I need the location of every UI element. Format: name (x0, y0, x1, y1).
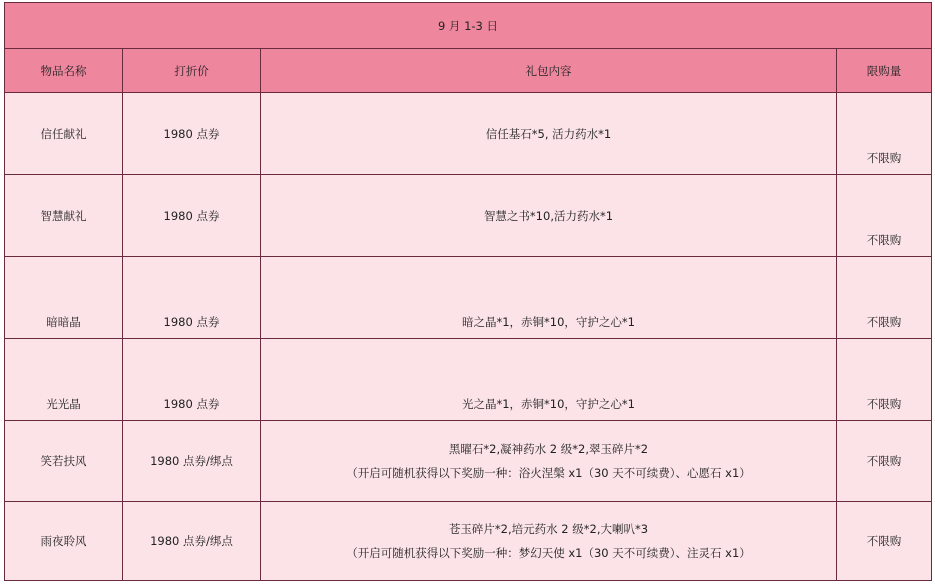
row-divider (5, 48, 931, 49)
row-divider (5, 92, 931, 93)
table-row-price: 1980 点券/绑点 (150, 454, 233, 468)
table-row-limit: 不限购 (866, 454, 902, 468)
schedule-table (4, 2, 932, 581)
row-divider (5, 256, 931, 257)
column-divider (122, 49, 123, 580)
table-row-price: 1980 点券/绑点 (150, 534, 233, 548)
table-row-limit: 不限购 (866, 315, 902, 329)
row-divider (5, 420, 931, 421)
table-row-name: 笑若扶风 (40, 454, 87, 468)
table-row-name: 信任献礼 (40, 126, 87, 141)
header-discount-price: 打折价 (123, 49, 260, 92)
header-package-content: 礼包内容 (261, 49, 836, 92)
table-row-price: 1980 点券 (163, 315, 220, 329)
column-divider (260, 49, 261, 580)
table-row-price: 1980 点券 (163, 208, 220, 223)
table-row-limit: 不限购 (866, 397, 902, 411)
table-row-limit: 不限购 (866, 534, 902, 548)
table-row-price: 1980 点券 (163, 397, 220, 411)
table-row-content: 信任基石*5, 活力药水*1 (485, 126, 612, 141)
table-row-content-note: （开启可随机获得以下奖励一种：浴火涅槃 x1（30 天不可续费）、心愿石 x1） (346, 466, 751, 480)
table-row-name: 雨夜聆风 (40, 534, 87, 548)
table-row-content-note: （开启可随机获得以下奖励一种：梦幻天使 x1（30 天不可续费）、注灵石 x1） (346, 546, 751, 560)
table-row-content: 智慧之书*10,活力药水*1 (483, 208, 614, 223)
table-row-name: 智慧献礼 (40, 208, 87, 223)
row-divider (5, 174, 931, 175)
table-row-name: 光光晶 (46, 397, 81, 411)
header-purchase-limit: 限购量 (837, 49, 931, 92)
table-row-content: 苍玉碎片*2,培元药水 2 级*2,大喇叭*3 （开启可随机获得以下奖励一种：梦幻天使 x1（30 天不可续费）、注灵石 x1） (346, 522, 751, 560)
table-row-content: 黑曜石*2,凝神药水 2 级*2,翠玉碎片*2 （开启可随机获得以下奖励一种：浴火涅槃 x1（30 天不可续费）、心愿石 x1） (346, 442, 751, 480)
row-divider (5, 338, 931, 339)
table-row-content: 光之晶*1，赤铜*10，守护之心*1 (461, 397, 635, 411)
table-row-price: 1980 点券 (163, 126, 220, 141)
table-row-limit: 不限购 (866, 233, 902, 247)
table-row-name: 暗暗晶 (46, 315, 81, 329)
table-row-content: 暗之晶*1，赤铜*10，守护之心*1 (461, 315, 635, 329)
table-title-row (5, 3, 931, 48)
table-row-limit: 不限购 (866, 151, 902, 165)
header-item-name: 物品名称 (5, 49, 122, 92)
row-divider (5, 501, 931, 502)
column-divider (836, 49, 837, 580)
table-title: 9 月 1-3 日 (437, 18, 499, 33)
